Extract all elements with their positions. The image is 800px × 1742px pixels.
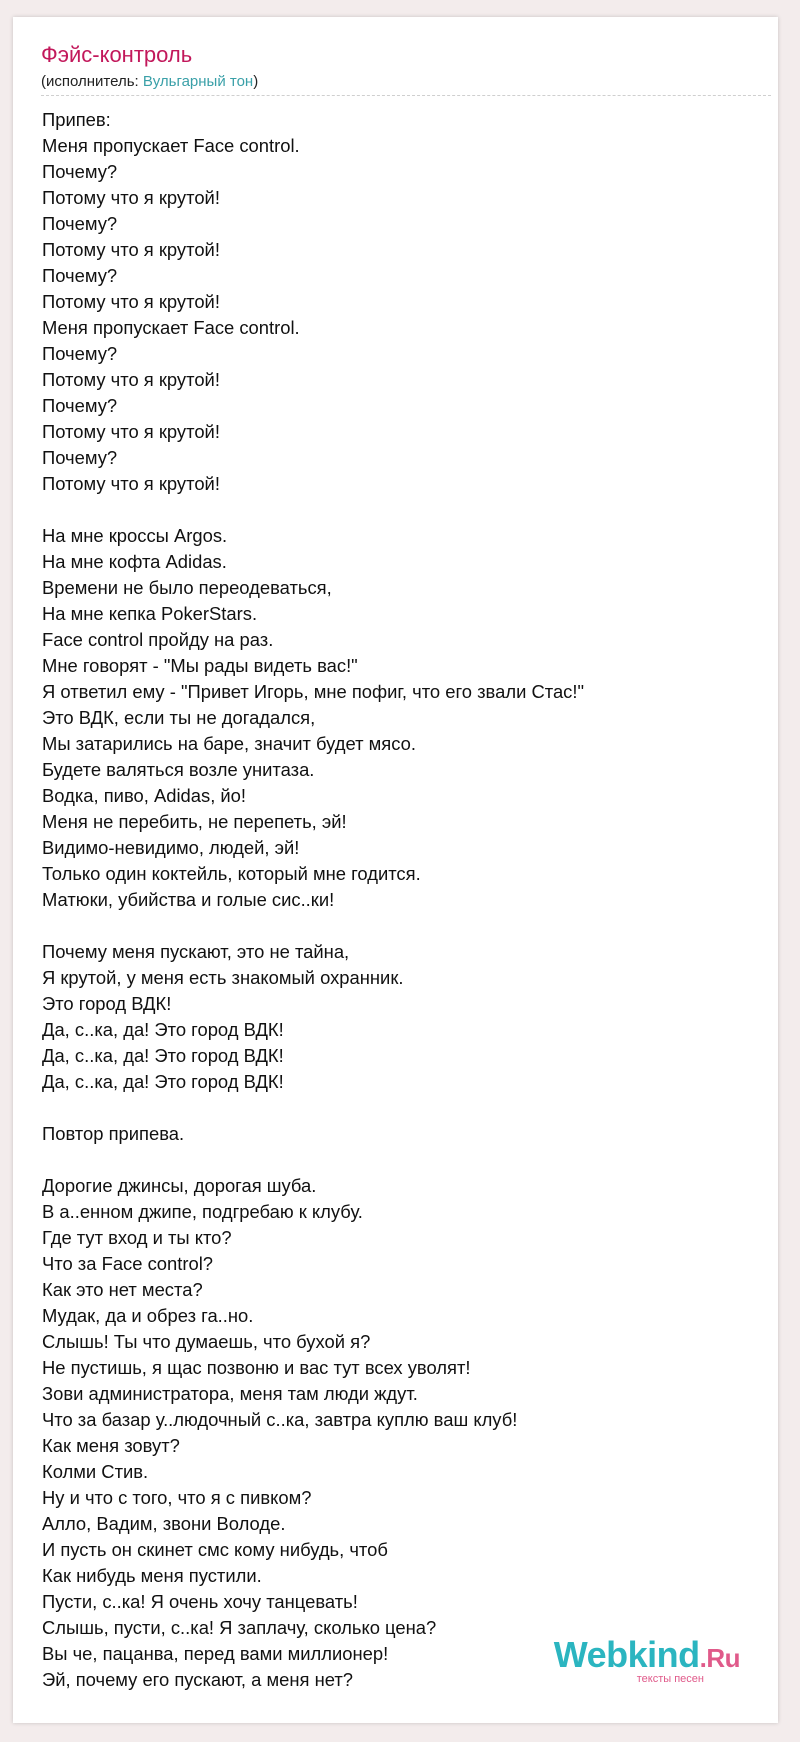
lyrics-line: Мудак, да и обрез га..но. <box>42 1305 254 1326</box>
divider <box>41 95 771 96</box>
lyrics-line: Меня не перебить, не перепеть, эй! <box>42 811 347 832</box>
lyrics-line: Это ВДК, если ты не догадался, <box>42 707 316 728</box>
lyrics-line: Я крутой, у меня есть знакомый охранник. <box>42 967 404 988</box>
lyrics-blank-line <box>42 497 762 523</box>
lyrics-line: Слышь, пусти, с..ка! Я заплачу, сколько цена? <box>42 1617 437 1638</box>
lyrics-line: Где тут вход и ты кто? <box>42 1227 232 1248</box>
lyrics-line: На мне кроссы Argos. <box>42 525 228 546</box>
lyrics-line: Мы затарились на баре, значит будет мясо. <box>42 733 416 754</box>
lyrics-line: Видимо-невидимо, людей, эй! <box>42 837 300 858</box>
lyrics-blank-line <box>42 1147 762 1173</box>
lyrics-line: Потому что я крутой! <box>42 187 220 208</box>
lyrics-line: Почему? <box>42 161 118 182</box>
lyrics-line: Мне говорят - "Мы рады видеть вас!" <box>42 655 358 676</box>
lyrics-line: Почему? <box>42 213 118 234</box>
song-title: Фэйс-контроль <box>41 42 193 67</box>
lyrics-line: Я ответил ему - "Привет Игорь, мне пофиг, что его звали Стас!" <box>42 681 585 702</box>
lyrics-line: Будете валяться возле унитаза. <box>42 759 315 780</box>
lyrics-line: Потому что я крутой! <box>42 291 220 312</box>
lyrics-line: Меня пропускает Face control. <box>42 135 300 156</box>
lyrics-line: Почему меня пускают, это не тайна, <box>42 941 350 962</box>
lyrics-line: Потому что я крутой! <box>42 421 220 442</box>
lyrics-line: Не пустишь, я щас позвоню и вас тут всех уволят! <box>42 1357 471 1378</box>
lyrics-blank-line <box>42 1095 762 1121</box>
artist-link[interactable]: Вульгарный тон <box>142 73 254 90</box>
lyrics-line: Почему? <box>42 343 118 364</box>
lyrics-line: Зови администратора, меня там люди ждут. <box>42 1383 418 1404</box>
artist-prefix: (исполнитель: <box>41 73 143 90</box>
lyrics-line: Эй, почему его пускают, а меня нет? <box>42 1669 353 1690</box>
lyrics-line: В а..енном джипе, подгребаю к клубу. <box>42 1201 363 1222</box>
lyrics-line: Как меня зовут? <box>42 1435 180 1456</box>
lyrics-line: Дорогие джинсы, дорогая шуба. <box>42 1175 317 1196</box>
lyrics-line: Что за Face control? <box>42 1253 214 1274</box>
lyrics-line: Почему? <box>42 395 118 416</box>
lyrics-line: Да, с..ка, да! Это город ВДК! <box>42 1045 284 1066</box>
lyrics-text <box>42 107 762 1693</box>
lyrics-line: На мне кепка PokerStars. <box>42 603 258 624</box>
logo-suffix: .Ru <box>699 1643 740 1673</box>
lyrics-line: Ну и что с того, что я с пивком? <box>42 1487 312 1508</box>
lyrics-line: Что за базар у..людочный с..ка, завтра куплю ваш клуб! <box>42 1409 518 1430</box>
lyrics-line: Потому что я крутой! <box>42 473 220 494</box>
lyrics-line: Почему? <box>42 447 118 468</box>
lyrics-line: Слышь! Ты что думаешь, что бухой я? <box>42 1331 371 1352</box>
lyrics-line: Матюки, убийства и голые сис..ки! <box>42 889 335 910</box>
lyrics-line: И пусть он скинет смс кому нибудь, чтоб <box>42 1539 388 1560</box>
lyrics-line: Потому что я крутой! <box>42 239 220 260</box>
artist-suffix: ) <box>253 73 259 90</box>
lyrics-line: Повтор припева. <box>42 1123 185 1144</box>
lyrics-line: Почему? <box>42 265 118 286</box>
lyrics-blank-line <box>42 913 762 939</box>
lyrics-line: Face control пройду на раз. <box>42 629 274 650</box>
lyrics-line: Вы че, пацанва, перед вами миллионер! <box>42 1643 389 1664</box>
lyrics-line: Алло, Вадим, звони Володе. <box>42 1513 286 1534</box>
lyrics-card <box>13 17 778 1723</box>
site-logo[interactable] <box>553 1634 740 1685</box>
lyrics-line: Меня пропускает Face control. <box>42 317 300 338</box>
lyrics-line: Колми Стив. <box>42 1461 149 1482</box>
lyrics-line: Это город ВДК! <box>42 993 172 1014</box>
lyrics-line: Как это нет места? <box>42 1279 203 1300</box>
lyrics-line: Как нибудь меня пустили. <box>42 1565 262 1586</box>
lyrics-line: Только один коктейль, который мне годится. <box>42 863 421 884</box>
lyrics-line: Водка, пиво, Adidas, йо! <box>42 785 247 806</box>
lyrics-line: Времени не было переодеваться, <box>42 577 332 598</box>
logo-tagline: тексты песен <box>636 1673 704 1685</box>
lyrics-line: На мне кофта Adidas. <box>42 551 227 572</box>
logo-text: Webkind <box>553 1634 700 1675</box>
lyrics-line: Да, с..ка, да! Это город ВДК! <box>42 1019 284 1040</box>
artist-line <box>41 73 258 90</box>
lyrics-line: Припев: <box>42 109 111 130</box>
lyrics-line: Потому что я крутой! <box>42 369 220 390</box>
lyrics-line: Пусти, с..ка! Я очень хочу танцевать! <box>42 1591 358 1612</box>
lyrics-line: Да, с..ка, да! Это город ВДК! <box>42 1071 284 1092</box>
